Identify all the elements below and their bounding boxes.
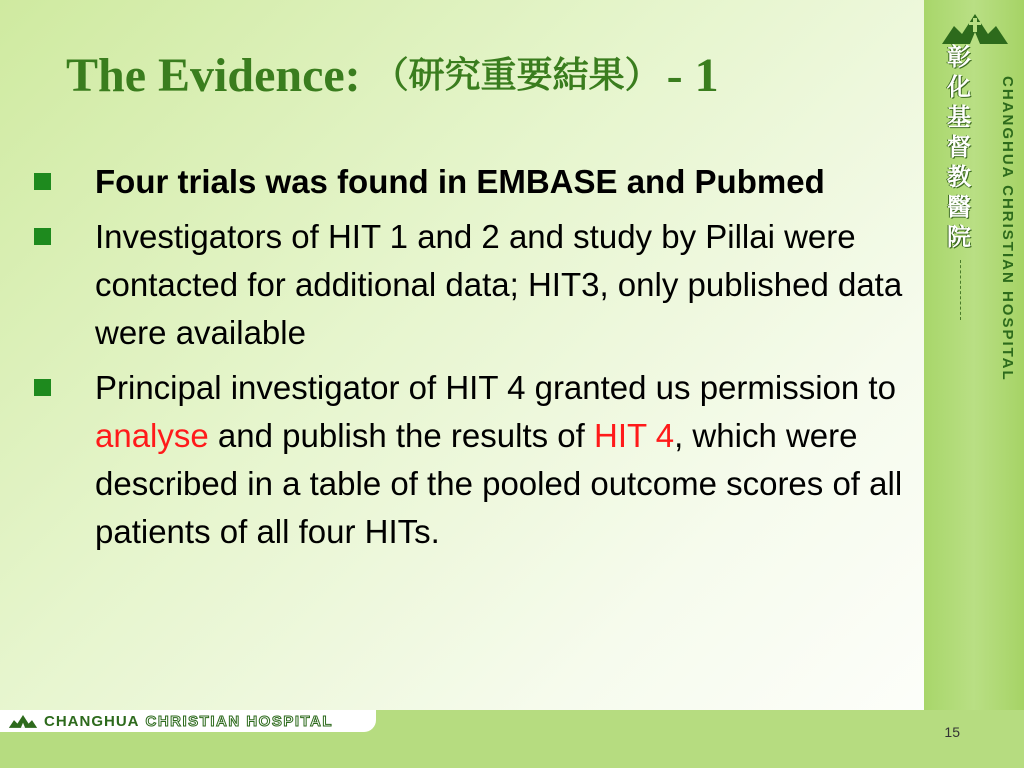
footer-name-part1: CHANGHUA xyxy=(44,712,140,730)
title-suffix: - 1 xyxy=(666,49,719,102)
sidebar xyxy=(924,0,1024,710)
highlight-hit4: HIT 4 xyxy=(594,417,675,454)
bullet-text: Four trials was found in EMBASE and Pubmed xyxy=(95,163,825,200)
bullet-text: Investigators of HIT 1 and 2 and study by Pillai were contacted for additional data; HIT3, only published data were available xyxy=(95,218,903,351)
sidebar-divider xyxy=(960,260,962,320)
title-main: The Evidence: xyxy=(66,49,361,102)
bullet-item-2 xyxy=(34,213,914,357)
bullet-item-3 xyxy=(34,364,914,556)
bullet-text-part-3: , which were described in a table of the pooled outcome scores of all patients of all four HITs. xyxy=(95,417,903,550)
bullet-text-part-1: Principal investigator of HIT 4 granted us permission to xyxy=(95,369,896,406)
hospital-logo-icon xyxy=(940,10,1010,46)
footer xyxy=(0,710,1024,768)
square-bullet-icon xyxy=(34,173,51,190)
footer-hospital-name xyxy=(44,713,333,730)
bullet-list xyxy=(34,158,914,563)
sidebar-cjk-name: 彰化基督教醫院 xyxy=(947,43,971,251)
title-cjk: （研究重要結果） xyxy=(372,55,661,96)
bullet-item-1 xyxy=(34,158,914,206)
bullet-text-part-2: and publish the results of xyxy=(208,417,594,454)
footer-name-part2: CHRISTIAN HOSPITAL xyxy=(145,712,334,730)
sidebar-english-name: CHANGHUA CHRISTIAN HOSPITAL xyxy=(999,76,1016,382)
highlight-analyse: analyse xyxy=(95,417,209,454)
footer-banner xyxy=(0,710,376,732)
square-bullet-icon xyxy=(34,228,51,245)
square-bullet-icon xyxy=(34,379,51,396)
page-number: 15 xyxy=(944,724,960,740)
slide-title xyxy=(66,50,719,103)
hospital-logo-icon xyxy=(8,712,38,730)
